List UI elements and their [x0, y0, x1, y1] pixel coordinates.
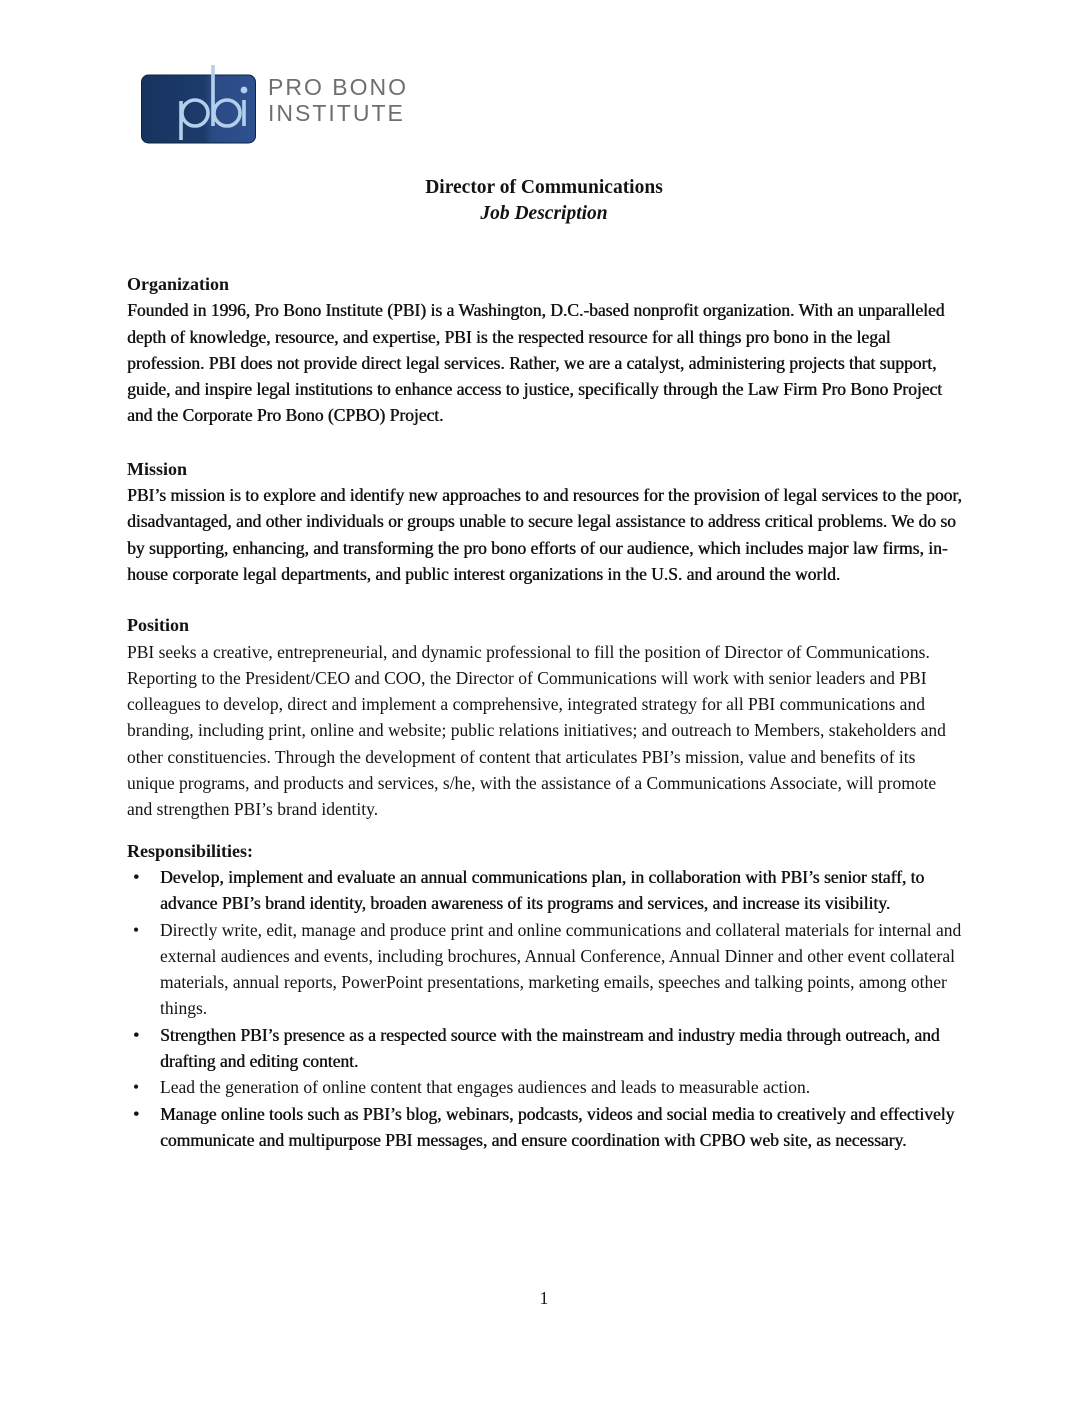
responsibility-item: • Lead the generation of online content that engages audiences and leads to measurable action. — [127, 1074, 965, 1100]
heading-organization: Organization — [127, 274, 229, 294]
document-subtitle: Job Description — [480, 203, 608, 224]
heading-mission: Mission — [127, 458, 188, 479]
paragraph-position: PBI seeks a creative, entrepreneurial, and dynamic professional to fill the position of Director of Communications. Reporting to the President/CEO and COO, the Director of Communications will work with senior leaders and PBI colleagues to develop, direct and implement a comprehensive, integrated strategy for all PBI communications and branding, including print, online and website; public relations initiatives; and outreach to Members, stakeholders and other constituencies. Through the development of content that articulates PBI’s mission, value and benefits of its unique programs, and products and services, s/he, with the assistance of a Communications Associate, will promote and strengthen PBI’s brand identity. — [127, 641, 946, 820]
logo-wordmark-line2: INSTITUTE — [268, 100, 405, 126]
responsibility-item: • Develop, implement and evaluate an annual communications plan, in collaboration with PBI’s senior staff, to advance PBI’s brand identity, broaden awareness of its programs and services, and increase its visibility. — [127, 864, 965, 917]
paragraph-organization: Founded in 1996, Pro Bono Institute (PBI) is a Washington, D.C.-based nonprofit organization. With an unparalleled depth of knowledge, resource, and expertise, PBI is the respected resource for all things pro bono in the legal profession. PBI does not provide direct legal services. Rather, we are a catalyst, administering projects that support, guide, and inspire legal institutions to enhance access to justice, specifically through the Law Firm Pro Bono Project and the Corporate Pro Bono (CPBO) Project. — [127, 300, 945, 426]
section-position — [127, 612, 965, 822]
responsibility-item: • Strengthen PBI’s presence as a respected source with the mainstream and industry media through outreach, and drafting and editing content. — [127, 1022, 965, 1075]
heading-responsibilities: Responsibilities: — [127, 840, 254, 861]
page-number: 1 — [539, 1288, 549, 1308]
responsibility-item: • Manage online tools such as PBI’s blog, webinars, podcasts, videos and social media to creatively and effectively communicate and multipurpose PBI messages, and ensure coordination with CPBO web site, as necessary. — [127, 1101, 965, 1154]
responsibility-item: • Directly write, edit, manage and produce print and online communications and collateral materials for internal and external audiences and events, including brochures, Annual Conference, Annual Dinner and other event collateral materials, annual reports, PowerPoint presentations, marketing emails, speeches and talking points, among other things. — [127, 917, 965, 1022]
pbi-logo-wordmark — [268, 74, 408, 126]
pbi-logo-icon — [141, 63, 257, 147]
heading-position: Position — [127, 615, 190, 636]
logo-wordmark-line1: PRO BONO — [268, 74, 408, 100]
section-mission — [127, 456, 965, 587]
section-organization — [127, 271, 965, 429]
title-block — [0, 175, 1088, 227]
document-body — [127, 271, 965, 1153]
section-responsibilities — [127, 838, 965, 1154]
document-title: Director of Communications — [425, 177, 663, 198]
paragraph-mission: PBI’s mission is to explore and identify new approaches to and resources for the provision of legal services to the poor, disadvantaged, and other individuals or groups unable to secure legal assistance to address critical problems. We do so by supporting, enhancing, and transforming the pro bono efforts of our audience, which includes major law firms, in-house corporate legal departments, and public interest organizations in the U.S. and around the world. — [127, 485, 962, 584]
responsibilities-list — [127, 864, 965, 1153]
